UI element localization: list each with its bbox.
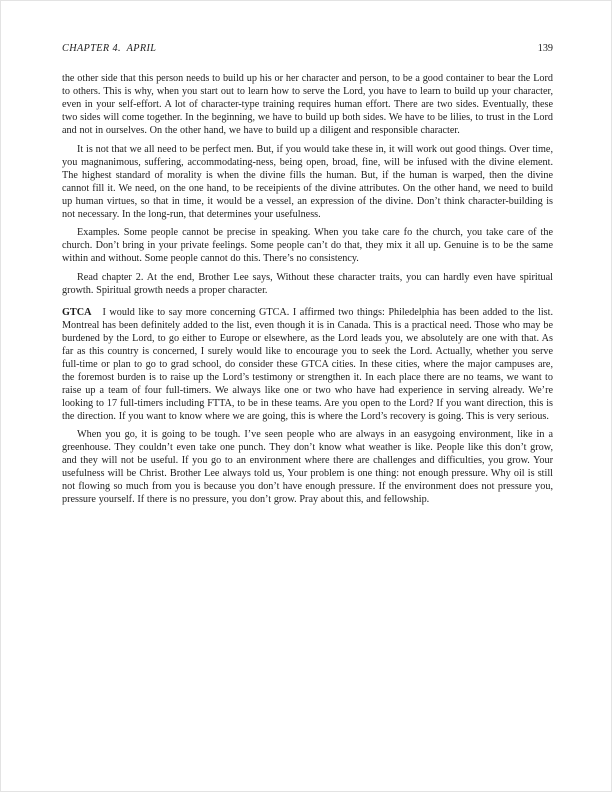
paragraph-perfect-men: It is not that we all need to be perfect men. But, if you would take these in, it will work out good things. Over time, you magnanimous, suffering, accommodating-ness, being open, broad, fine, will be infused with the divine element. The highest standard of morality is when the divine fills the human. But, if the human is warped, then the divine cannot fill it. We need, on the one hand, to be receipients of the divine attributes. On the other hand, we need to build up human virtues, so that in time, it would be a vessel, an expression of the divine. Don’t think character-building is not necessary. In the long-run, that determines your usefulness.	[62, 143, 553, 220]
paragraph-gtca	[62, 306, 553, 423]
body-text	[62, 72, 553, 506]
paragraph-examples: Examples. Some people cannot be precise in speaking. When you take care fo the church, you take care of the church. Don’t bring in your private feelings. Some people can’t do that, they mix it all up. Genuine is to be the same within and without. Some people cannot do this. There’s no consistency.	[62, 227, 553, 264]
gtca-paragraph-text: I would like to say more concerning GTCA. I affirmed two things: Philedelphia has been added to the list. Montreal has been definitely added to the list, even though it is in Canada. This is a practical need. Those who may be burdened by the Lord, to go either to Europe or elsewhere, as the Lord leads you, we absolutely are one with that. As far as this country is concerned, I surely would like to encourage you to seek the Lord. Actually, whether you serve full-time or plan to go to grad school, do consider these GTCA cities. In these cities, where the major campuses are, the foremost burden is to raise up the Lord’s testimony or strengthen it. In each place there are no teams, we want to raise up a team of four full-timers. We always like one or two who have had experience in serving already. We’re looking to 17 full-timers including FTTA, to be in these teams. Are you open to the Lord? If you want direction, this is the direction. If you want to know where we are going, this is where the Lord’s recovery is going. This is very serious.	[62, 306, 553, 422]
gtca-run-in-heading: GTCA	[62, 306, 92, 318]
chapter-title: CHAPTER 4. APRIL	[62, 43, 157, 54]
paragraph-continuation: the other side that this person needs to build up his or her character and person, to be a good container to bear the Lord to others. This is why, when you start out to learn how to serve the Lord, you have to learn to build up your character, even in your self-effort. A lot of character-type training requires human effort. There are two sides. Eventually, these two sides will come together. In the beginning, we have to build up both sides. We have to be lilies, to trust in the Lord and not in ourselves. On the other hand, we have to build up a diligent and responsible character.	[62, 73, 553, 136]
text-block	[62, 43, 553, 512]
running-header	[62, 43, 553, 55]
paragraph-read-chapter: Read chapter 2. At the end, Brother Lee says, Without these character traits, you can hardly even have spiritual growth. Spiritual growth needs a proper character.	[62, 271, 553, 296]
page-number: 139	[537, 43, 553, 54]
paragraph-when-you-go: When you go, it is going to be tough. I’ve seen people who are always in an easygoing environment, like in a greenhouse. They couldn’t even take one punch. They don’t know what weather is like. People like this don’t grow, and they will not be useful. If you go to an environment where there are challenges and difficulties, you grow. Your usefulness will be Christ. Brother Lee always told us, Your problem is one thing: not enough pressure. Why oil is still not flowing so much from you is because you don’t have enough pressure. If the environment does not pressure you, pressure yourself. If there is no pressure, you don’t grow. Pray about this, and fellowship.	[62, 429, 553, 505]
